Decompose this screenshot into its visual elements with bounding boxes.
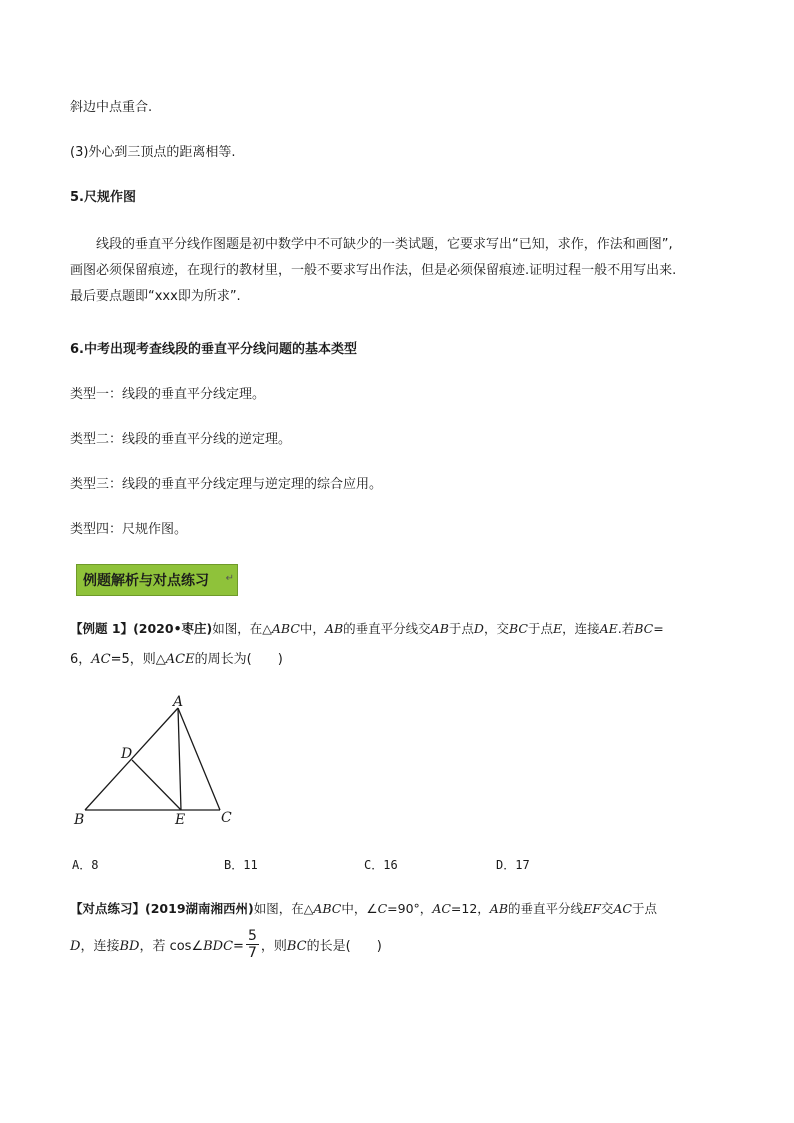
- var-bc: BC: [634, 621, 654, 636]
- label-c: C: [221, 810, 232, 826]
- type-2: 类型二：线段的垂直平分线的逆定理。: [70, 432, 292, 447]
- var-ace: ACE: [165, 652, 195, 667]
- practice-text: 的长是( ): [306, 939, 382, 954]
- practice-tag: 【对点练习】: [70, 901, 146, 916]
- var-ab: AB: [489, 901, 509, 916]
- example-text: 于点: [527, 621, 553, 636]
- line-circumcenter: (3)外心到三顶点的距离相等.: [70, 145, 236, 160]
- example-text: ，连接: [562, 621, 600, 636]
- practice-text: ，若 cos∠: [139, 939, 204, 954]
- var-bd: BD: [119, 939, 140, 954]
- var-ac: AC: [613, 901, 632, 916]
- line-hypotenuse: 斜边中点重合.: [70, 100, 153, 115]
- section-banner: [76, 564, 238, 596]
- example-text: 于点: [448, 621, 474, 636]
- practice-text: 中，∠: [341, 901, 378, 916]
- example-text: =: [653, 621, 664, 636]
- practice-text: 于点: [631, 901, 657, 916]
- example1-line2: [70, 650, 283, 670]
- banner-title: 例题解析与对点练习: [83, 573, 209, 589]
- practice-source: (2019湖南湘西州): [145, 901, 254, 916]
- practice-text: 如图，在△: [253, 901, 314, 916]
- example-text: 6，: [70, 652, 92, 667]
- segment-ac: [178, 708, 220, 810]
- practice-text: ，连接: [80, 939, 120, 954]
- fraction-denominator: 7: [247, 945, 257, 961]
- practice-text: =: [233, 939, 244, 954]
- type-4: 类型四：尺规作图。: [70, 522, 188, 537]
- var-d: D: [70, 939, 81, 954]
- var-abc: ABC: [271, 621, 300, 636]
- practice-text: =12，: [450, 901, 490, 916]
- practice-text: 的垂直平分线: [508, 901, 584, 916]
- para-5-line3: 最后要点题即“xxx即为所求”.: [70, 289, 241, 304]
- example-source: (2020•枣庄): [133, 621, 213, 636]
- return-mark-icon: ↵: [225, 573, 234, 584]
- var-abc: ABC: [313, 901, 342, 916]
- example-text: ，交: [483, 621, 509, 636]
- label-e: E: [175, 812, 186, 828]
- triangle-figure: [70, 690, 250, 835]
- var-e: E: [552, 621, 563, 636]
- practice-text: ，则: [260, 939, 287, 954]
- type-1: 类型一：线段的垂直平分线定理。: [70, 387, 266, 402]
- heading-5: 5.尺规作图: [70, 190, 136, 205]
- segment-ae: [178, 708, 181, 810]
- example-text: 的垂直平分线交: [343, 621, 431, 636]
- label-b: B: [74, 812, 85, 828]
- example1-line1: [70, 619, 664, 639]
- var-ae: AE: [599, 621, 618, 636]
- var-d: D: [473, 621, 484, 636]
- type-3: 类型三：线段的垂直平分线定理与逆定理的综合应用。: [70, 477, 383, 492]
- option-a[interactable]: A．8: [72, 858, 99, 872]
- var-c: C: [377, 901, 388, 916]
- example-text: 中，: [299, 621, 325, 636]
- var-ab: AB: [430, 621, 449, 636]
- example-text: =5，则△: [110, 652, 166, 667]
- var-ef: EF: [583, 901, 601, 916]
- label-d: D: [121, 746, 133, 762]
- para-5-line1: 线段的垂直平分线作图题是初中数学中不可缺少的一类试题，它要求写出“已知，求作，作法和画图”,: [96, 237, 673, 252]
- var-bc: BC: [508, 621, 528, 636]
- example-text: 的周长为( ): [194, 652, 283, 667]
- var-ac: AC: [91, 652, 111, 667]
- label-a: A: [173, 694, 184, 710]
- fraction-numerator: 5: [247, 928, 257, 944]
- option-d[interactable]: D．17: [496, 858, 530, 872]
- var-ac: AC: [432, 901, 451, 916]
- example-tag: 【例题 1】: [70, 621, 134, 636]
- fraction-five-sevenths: [246, 928, 259, 961]
- var-bc: BC: [286, 939, 307, 954]
- var-bdc: BDC: [203, 939, 234, 954]
- option-b[interactable]: B．11: [224, 858, 258, 872]
- heading-6: 6.中考出现考查线段的垂直平分线问题的基本类型: [70, 342, 357, 357]
- para-5-line2: 画图必须保留痕迹，在现行的教材里，一般不要求写出作法，但是必须保留痕迹.证明过程一般不用写出来.: [70, 263, 677, 278]
- option-c[interactable]: C．16: [364, 858, 398, 872]
- example-text: .若: [617, 621, 635, 636]
- example-text: 如图，在△: [212, 621, 272, 636]
- practice-text: =90°，: [387, 901, 433, 916]
- var-ab: AB: [324, 621, 344, 636]
- practice-text: 交: [600, 901, 614, 916]
- segment-de: [132, 760, 181, 810]
- practice-line2: [70, 930, 382, 963]
- practice-line1: [70, 899, 657, 919]
